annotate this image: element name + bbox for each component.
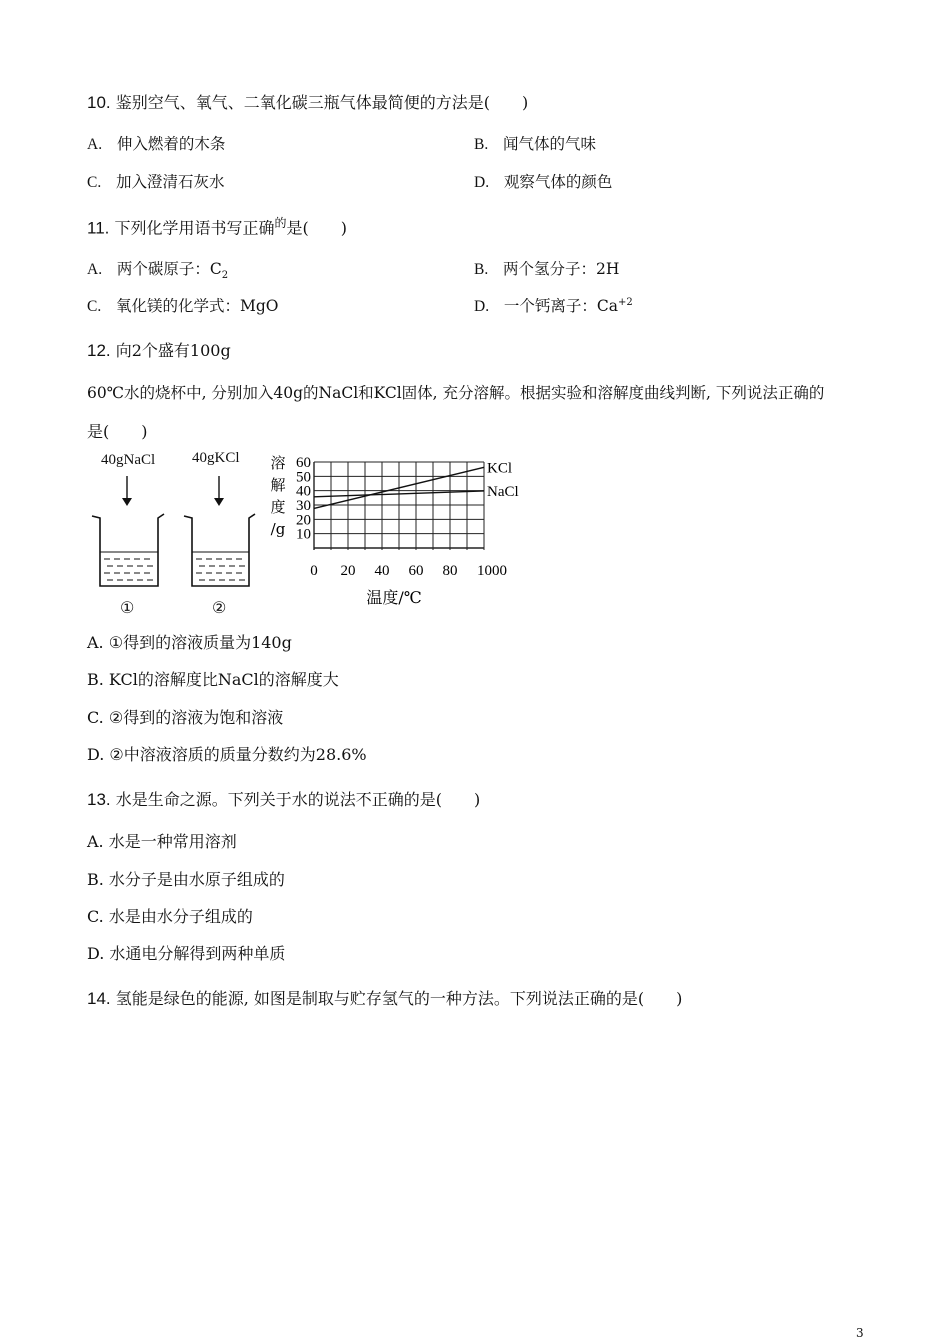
page-number: 3 — [856, 1326, 864, 1340]
q12-option-a[interactable]: A. ①得到的溶液质量为140g — [87, 633, 292, 652]
question-number: 11. — [87, 218, 110, 238]
question-10-stem — [87, 90, 528, 113]
beaker-1-number: ① — [120, 600, 135, 617]
question-11-stem: 11. 下列化学用语书写正确$^的$是( ) — [87, 216, 347, 238]
q11-option-d[interactable]: D. 一个钙离子：$Ca^{+2}$ — [474, 296, 633, 315]
x-tick-label: 80 — [442, 563, 458, 579]
y-axis-label: 解 — [270, 476, 286, 494]
y-tick-label: 30 — [296, 498, 311, 514]
y-tick-label: 20 — [296, 512, 311, 529]
question-number: 12. — [87, 341, 111, 360]
q11-option-a[interactable]: A. 两个碳原子：$C_2$ — [87, 260, 229, 282]
x-tick-label: 40 — [374, 563, 390, 579]
q10-option-c[interactable]: C. 加入澄清石灰水 — [87, 173, 225, 191]
q12-option-d[interactable]: D. ②中溶液溶质的质量分数约为28.6% — [87, 745, 367, 764]
q11-option-b[interactable]: B. 两个氢分子：2H — [474, 260, 620, 278]
beakers-drawing — [87, 448, 277, 620]
question-14-stem: 14. 氢能是绿色的能源, 如图是制取与贮存氢气的一种方法。下列说法正确的是( ) — [87, 989, 683, 1008]
q10-option-b[interactable]: B. 闻气体的气味 — [474, 135, 597, 153]
q12-option-c[interactable]: C. ②得到的溶液为饱和溶液 — [87, 708, 284, 727]
q13-option-d[interactable]: D. 水通电分解得到两种单质 — [87, 944, 286, 963]
q10-option-d[interactable]: D. 观察气体的颜色 — [474, 173, 613, 191]
y-tick-label: 40 — [296, 483, 311, 500]
question-12-line-3: 是( ) — [87, 422, 148, 441]
beaker-1-label: 40gNaCl — [101, 452, 156, 468]
y-tick-label: 60 — [296, 455, 311, 471]
q10-option-a[interactable]: A. 伸入燃着的木条 — [87, 135, 226, 153]
q11-option-c[interactable]: C. 氧化镁的化学式：MgO — [87, 297, 279, 315]
y-tick-label: 10 — [296, 526, 311, 543]
y-tick-label: 50 — [296, 469, 311, 486]
q12-option-b[interactable]: B. KCl的溶解度比NaCl的溶解度大 — [87, 670, 339, 689]
x-tick-label: 60 — [408, 563, 424, 579]
question-13-stem: 13. 水是生命之源。下列关于水的说法不正确的是( ) — [87, 790, 481, 809]
series-label-nacl: NaCl — [487, 483, 519, 500]
q13-option-b[interactable]: B. 水分子是由水原子组成的 — [87, 870, 285, 889]
beaker-2-number: ② — [212, 600, 227, 617]
question-number: 14. — [87, 989, 111, 1008]
series-label-kcl: KCl — [487, 460, 513, 477]
x-axis-label: 温度/℃ — [366, 588, 422, 607]
y-axis-label: /g — [270, 520, 286, 538]
beakers-figure — [87, 448, 277, 620]
x-tick-label: 0 — [310, 563, 318, 579]
q13-option-a[interactable]: A. 水是一种常用溶剂 — [87, 832, 237, 851]
y-axis-label: 度 — [270, 498, 286, 516]
x-tick-label: 1000 — [477, 563, 507, 579]
question-number: 13. — [87, 790, 111, 809]
x-tick-label: 20 — [340, 563, 356, 579]
y-axis-label: 溶 — [270, 454, 286, 472]
question-text: 鉴别空气、氧气、二氧化碳三瓶气体最简便的方法是( ) — [115, 93, 529, 112]
beaker-2-label: 40gKCl — [192, 450, 240, 466]
solubility-chart — [262, 448, 537, 618]
question-12-stem: 12. 向2个盛有100g — [87, 341, 231, 360]
q13-option-c[interactable]: C. 水是由水分子组成的 — [87, 907, 253, 926]
question-12-line-2: 60℃水的烧杯中, 分别加入40g的NaCl和KCl固体, 充分溶解。根据实验和溶解度曲线判断, 下列说法正确的 — [87, 384, 825, 402]
question-number: 10. — [87, 93, 111, 112]
